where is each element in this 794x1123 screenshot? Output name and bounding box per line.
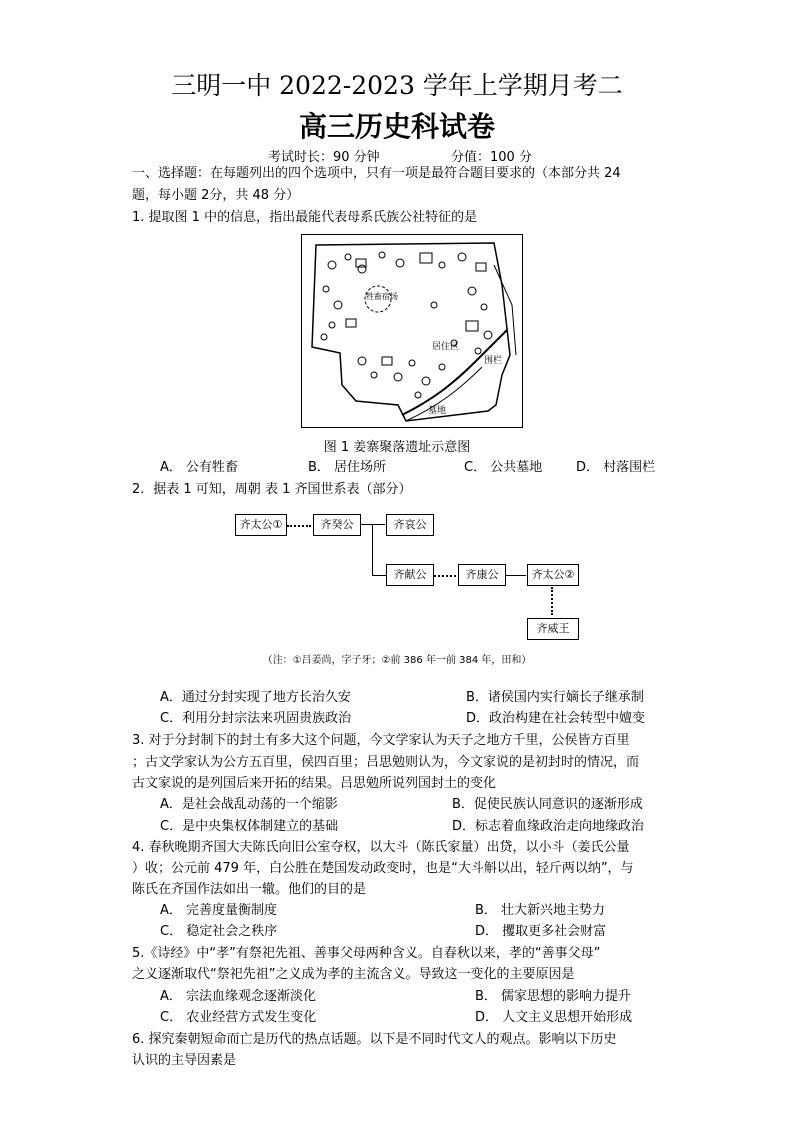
q4-option-a: A． 完善度量衡制度	[160, 903, 278, 918]
q5-option-d: D． 人文主义思想开始形成	[475, 1010, 633, 1025]
genealogy-box-taigong1: 齐太公①	[235, 514, 287, 536]
genealogy-box-aigong: 齐哀公	[386, 514, 434, 536]
genealogy-box-guigong: 齐癸公	[313, 514, 361, 536]
q6-stem-line1: 6. 探究秦朝短命而亡是历代的热点话题。以下是不同时代文人的观点。影响以下历史	[132, 1032, 617, 1047]
q3-stem-line2: ；古文学家认为公方五百里，侯四百里；吕思勉则认为，今文家说的是初封时的情况，而	[132, 755, 640, 770]
q3-option-a: A．是社会战乱动荡的一个缩影	[160, 797, 338, 812]
figure1-caption: 图 1 姜寨聚落遗址示意图	[323, 440, 471, 455]
genealogy-dots-3	[551, 587, 553, 615]
q4-option-c: C． 稳定社会之秩序	[160, 924, 278, 939]
settlement-map	[301, 234, 523, 428]
q6-stem-line2: 认识的主导因素是	[132, 1053, 237, 1068]
genealogy-line-4	[505, 575, 526, 576]
map-label-fence: 围栏	[484, 356, 503, 366]
map-label-plaza: 牲畜宿场	[366, 292, 398, 301]
exam-score: 分值：100 分	[451, 150, 532, 165]
genealogy-box-kanggong: 齐康公	[458, 564, 506, 586]
q5-stem-line1: 5.《诗经》中“孝”有祭祀先祖、善事父母两种含义。自春秋以来，孝的“善事父母”	[132, 946, 601, 961]
exam-subtitle: 高三历史科试卷	[298, 110, 495, 143]
q2-stem: 2．据表 1 可知，周朝 表 1 齐国世系表（部分）	[132, 482, 412, 497]
q3-option-d: D．标志着血缘政治走向地缘政治	[452, 819, 645, 834]
q3-option-b: B．促使民族认同意识的逐渐形成	[452, 797, 643, 812]
q1-option-a: A． 公有牲畜	[160, 460, 239, 475]
q4-option-b: B． 壮大新兴地主势力	[475, 903, 606, 918]
q2-option-d: D．政治构建在社会转型中嬗变	[466, 711, 646, 726]
q2-option-b: B．诸侯国内实行嫡长子继承制	[466, 690, 644, 705]
section-instructions-line1: 一、选择题：在每题列出的四个选项中，只有一项是最符合题目要求的（本部分共 24	[132, 166, 621, 181]
genealogy-box-taigong2: 齐太公②	[527, 564, 579, 586]
genealogy-line-2	[372, 524, 373, 575]
q1-stem: 1. 提取图 1 中的信息，指出最能代表母系氏族公社特征的是	[132, 210, 478, 225]
exam-title: 三明一中 2022-2023 学年上学期月考二	[171, 71, 623, 100]
settlement-map-drawing	[302, 235, 522, 427]
q5-stem-line2: 之义逐渐取代“祭祀先祖”之义成为孝的主流含义。导致这一变化的主要原因是	[132, 967, 575, 982]
q4-stem-line1: 4. 春秋晚期齐国大夫陈氏向旧公室夺权，以大斗（陈氏家量）出贷，以小斗（姜氏公量	[132, 840, 630, 855]
genealogy-note: （注：①吕姜尚，字子牙；②前 386 年一前 384 年，田和）	[262, 655, 532, 666]
q2-option-a: A．通过分封实现了地方长治久安	[160, 690, 351, 705]
q3-stem-line1: 3. 对于分封制下的封土有多大这个问题，今文学家认为天子之地方千里，公侯皆方百里	[132, 733, 630, 748]
genealogy-dots-1	[287, 525, 311, 527]
map-label-grave: 墓地	[428, 406, 447, 416]
genealogy-line-3	[372, 575, 386, 576]
q4-stem-line3: 陈氏在齐国作法如出一辙。他们的目的是	[132, 882, 367, 897]
q1-option-c: C． 公共墓地	[464, 460, 543, 475]
q3-stem-line3: 古文家说的是列国后来开拓的结果。吕思勉所说列国封土的变化	[132, 776, 497, 791]
map-label-living: 居住区	[432, 342, 460, 352]
q4-option-d: D． 攫取更多社会财富	[475, 924, 607, 939]
genealogy-dots-2	[434, 575, 456, 577]
genealogy-box-xiangong: 齐献公	[386, 564, 434, 586]
q2-option-c: C．利用分封宗法来巩固贵族政治	[160, 711, 352, 726]
q3-option-c: C．是中央集权体制建立的基础	[160, 819, 339, 834]
genealogy-box-weiwang: 齐威王	[527, 618, 579, 640]
exam-duration: 考试时长：90 分钟	[268, 150, 380, 165]
q4-stem-line2: ）收；公元前 479 年，白公胜在楚国发动政变时，也是“大斗斛以出，轻斤两以纳”，与	[132, 861, 634, 876]
q1-option-b: B． 居住场所	[308, 460, 387, 475]
q5-option-b: B． 儒家思想的影响力提升	[475, 989, 632, 1004]
q1-option-d: D． 村落围栏	[576, 460, 656, 475]
q5-option-a: A． 宗法血缘观念逐渐淡化	[160, 989, 317, 1004]
q5-option-c: C． 农业经营方式发生变化	[160, 1010, 317, 1025]
section-instructions-line2: 题，每小题 2分，共 48 分）	[132, 188, 300, 203]
